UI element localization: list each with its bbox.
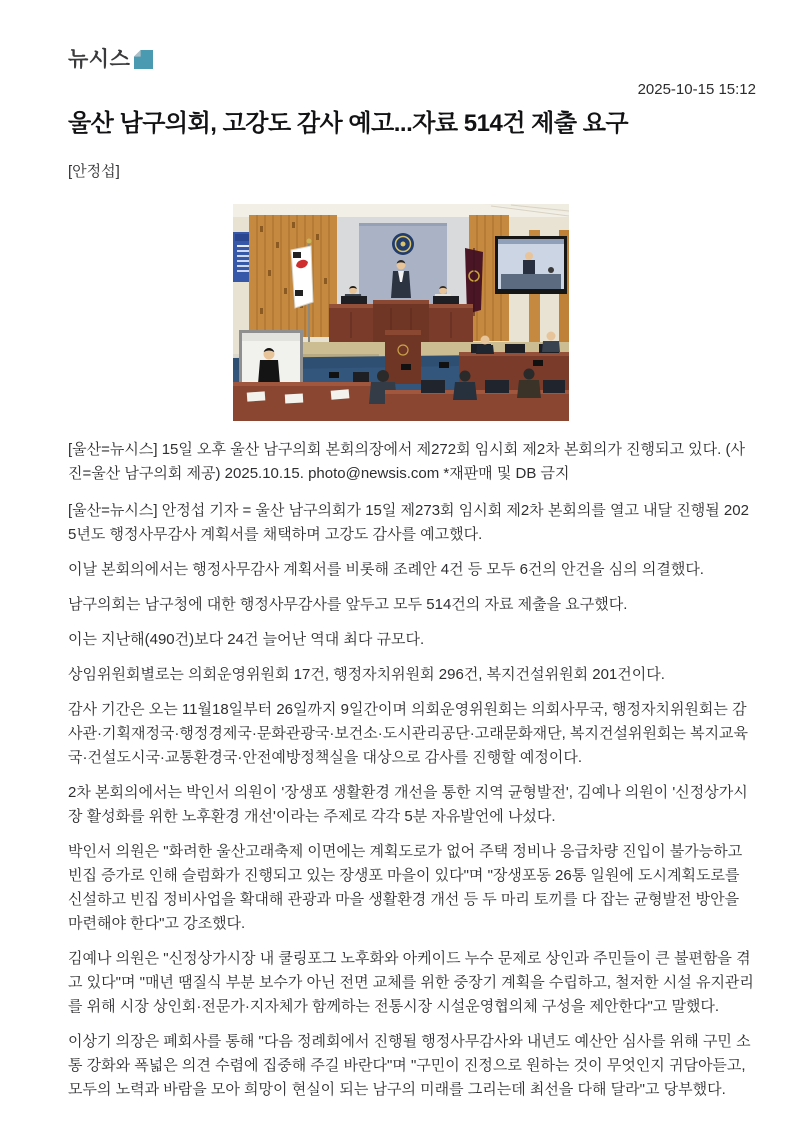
article-paragraph: 김예나 의원은 "신정상가시장 내 쿨링포그 노후화와 아케이드 누수 문제로 상인과 주민들이 큰 불편함을 겪고 있다"며 "매년 땜질식 부분 보수가 아닌 전면 교체를 위한 중장기 계획을 수립하고, 철저한 시설 유지관리를 위해 시장 상인회·전문가·지자체가 함께하는 전통시장 시설운영협의체 구성을 제안한다"고 말했다. — [68, 950, 754, 1015]
article-title: 울산 남구의회, 고강도 감사 예고...자료 514건 제출 요구 — [68, 110, 629, 137]
newsis-logo-icon — [134, 50, 153, 69]
newsis-logo[interactable] — [68, 48, 756, 74]
article-byline: [안정섭] — [68, 163, 120, 180]
article-paragraph: 이는 지난해(490건)보다 24건 늘어난 역대 최다 규모다. — [68, 631, 425, 648]
article-body — [68, 499, 756, 1102]
photo-caption: [울산=뉴시스] 15일 오후 울산 남구의회 본회의장에서 제272회 임시회 제2차 본회의가 진행되고 있다. (사진=울산 남구의회 제공) 2025.10.15. photo@newsis.com *재판매 및 DB 금지 — [68, 441, 745, 482]
article-paragraph: 2차 본회의에서는 박인서 의원이 '장생포 생활환경 개선을 통한 지역 균형발전', 김예나 의원이 '신정상가시장 활성화를 위한 노후환경 개선'이라는 주제로 각각 5분 자유발언에 나섰다. — [68, 784, 748, 825]
article-paragraph: 상임위원회별로는 의회운영위원회 17건, 행정자치위원회 296건, 복지건설위원회 201건이다. — [68, 666, 665, 683]
article-timestamp: 2025-10-15 15:12 — [637, 81, 756, 98]
article-paragraph: 박인서 의원은 "화려한 울산고래축제 이면에는 계획도로가 없어 주택 정비나 응급차량 진입이 불가능하고 빈집 증가로 인해 슬럼화가 진행되고 있는 장생포 마을이 있다"며 "장생포동 26통 일원에 도시계획도로를 신설하고 빈집 정비사업을 확대해 관광과 마을 생활환경 개선 등 두 마리 토끼를 다 잡는 균형발전 방안을 마련해야 한다"고 강조했다. — [68, 843, 743, 932]
article-photo — [233, 204, 569, 421]
council-chamber-illustration — [233, 204, 569, 421]
article-paragraph: 감사 기간은 오는 11월18일부터 26일까지 9일간이며 의회운영위원회는 의회사무국, 행정자치위원회는 감사관·기획재정국·행정경제국·문화관광국·보건소·도시관리공단·고래문화재단, 복지건설위원회는 복지교육국·건설도시국·교통환경국·안전예방정책실을 대상으로 감사를 진행할 예정이다. — [68, 701, 749, 766]
article-paragraph: [울산=뉴시스] 안정섭 기자 = 울산 남구의회가 15일 제273회 임시회 제2차 본회의를 열고 내달 진행될 2025년도 행정사무감사 계획서를 채택하며 고강도 감사를 예고했다. — [68, 502, 749, 543]
newsis-logo-text: 뉴시스 — [68, 48, 131, 71]
article-paragraph: 이날 본회의에서는 행정사무감사 계획서를 비롯해 조례안 4건 등 모두 6건의 안건을 심의 의결했다. — [68, 561, 704, 578]
article-header — [68, 48, 756, 182]
article-paragraph: 이상기 의장은 폐회사를 통해 "다음 정례회에서 진행될 행정사무감사와 내년도 예산안 심사를 위해 구민 소통 강화와 폭넓은 의견 수렴에 집중해 주길 바란다"며 "구민이 진정으로 원하는 것이 무엇인지 귀담아듣고, 모두의 노력과 바람을 모아 희망이 현실이 되는 남구의 미래를 그리는데 최선을 다해 달라"고 당부했다. — [68, 1033, 751, 1098]
article-paragraph: 남구의회는 남구청에 대한 행정사무감사를 앞두고 모두 514건의 자료 제출을 요구했다. — [68, 596, 628, 613]
